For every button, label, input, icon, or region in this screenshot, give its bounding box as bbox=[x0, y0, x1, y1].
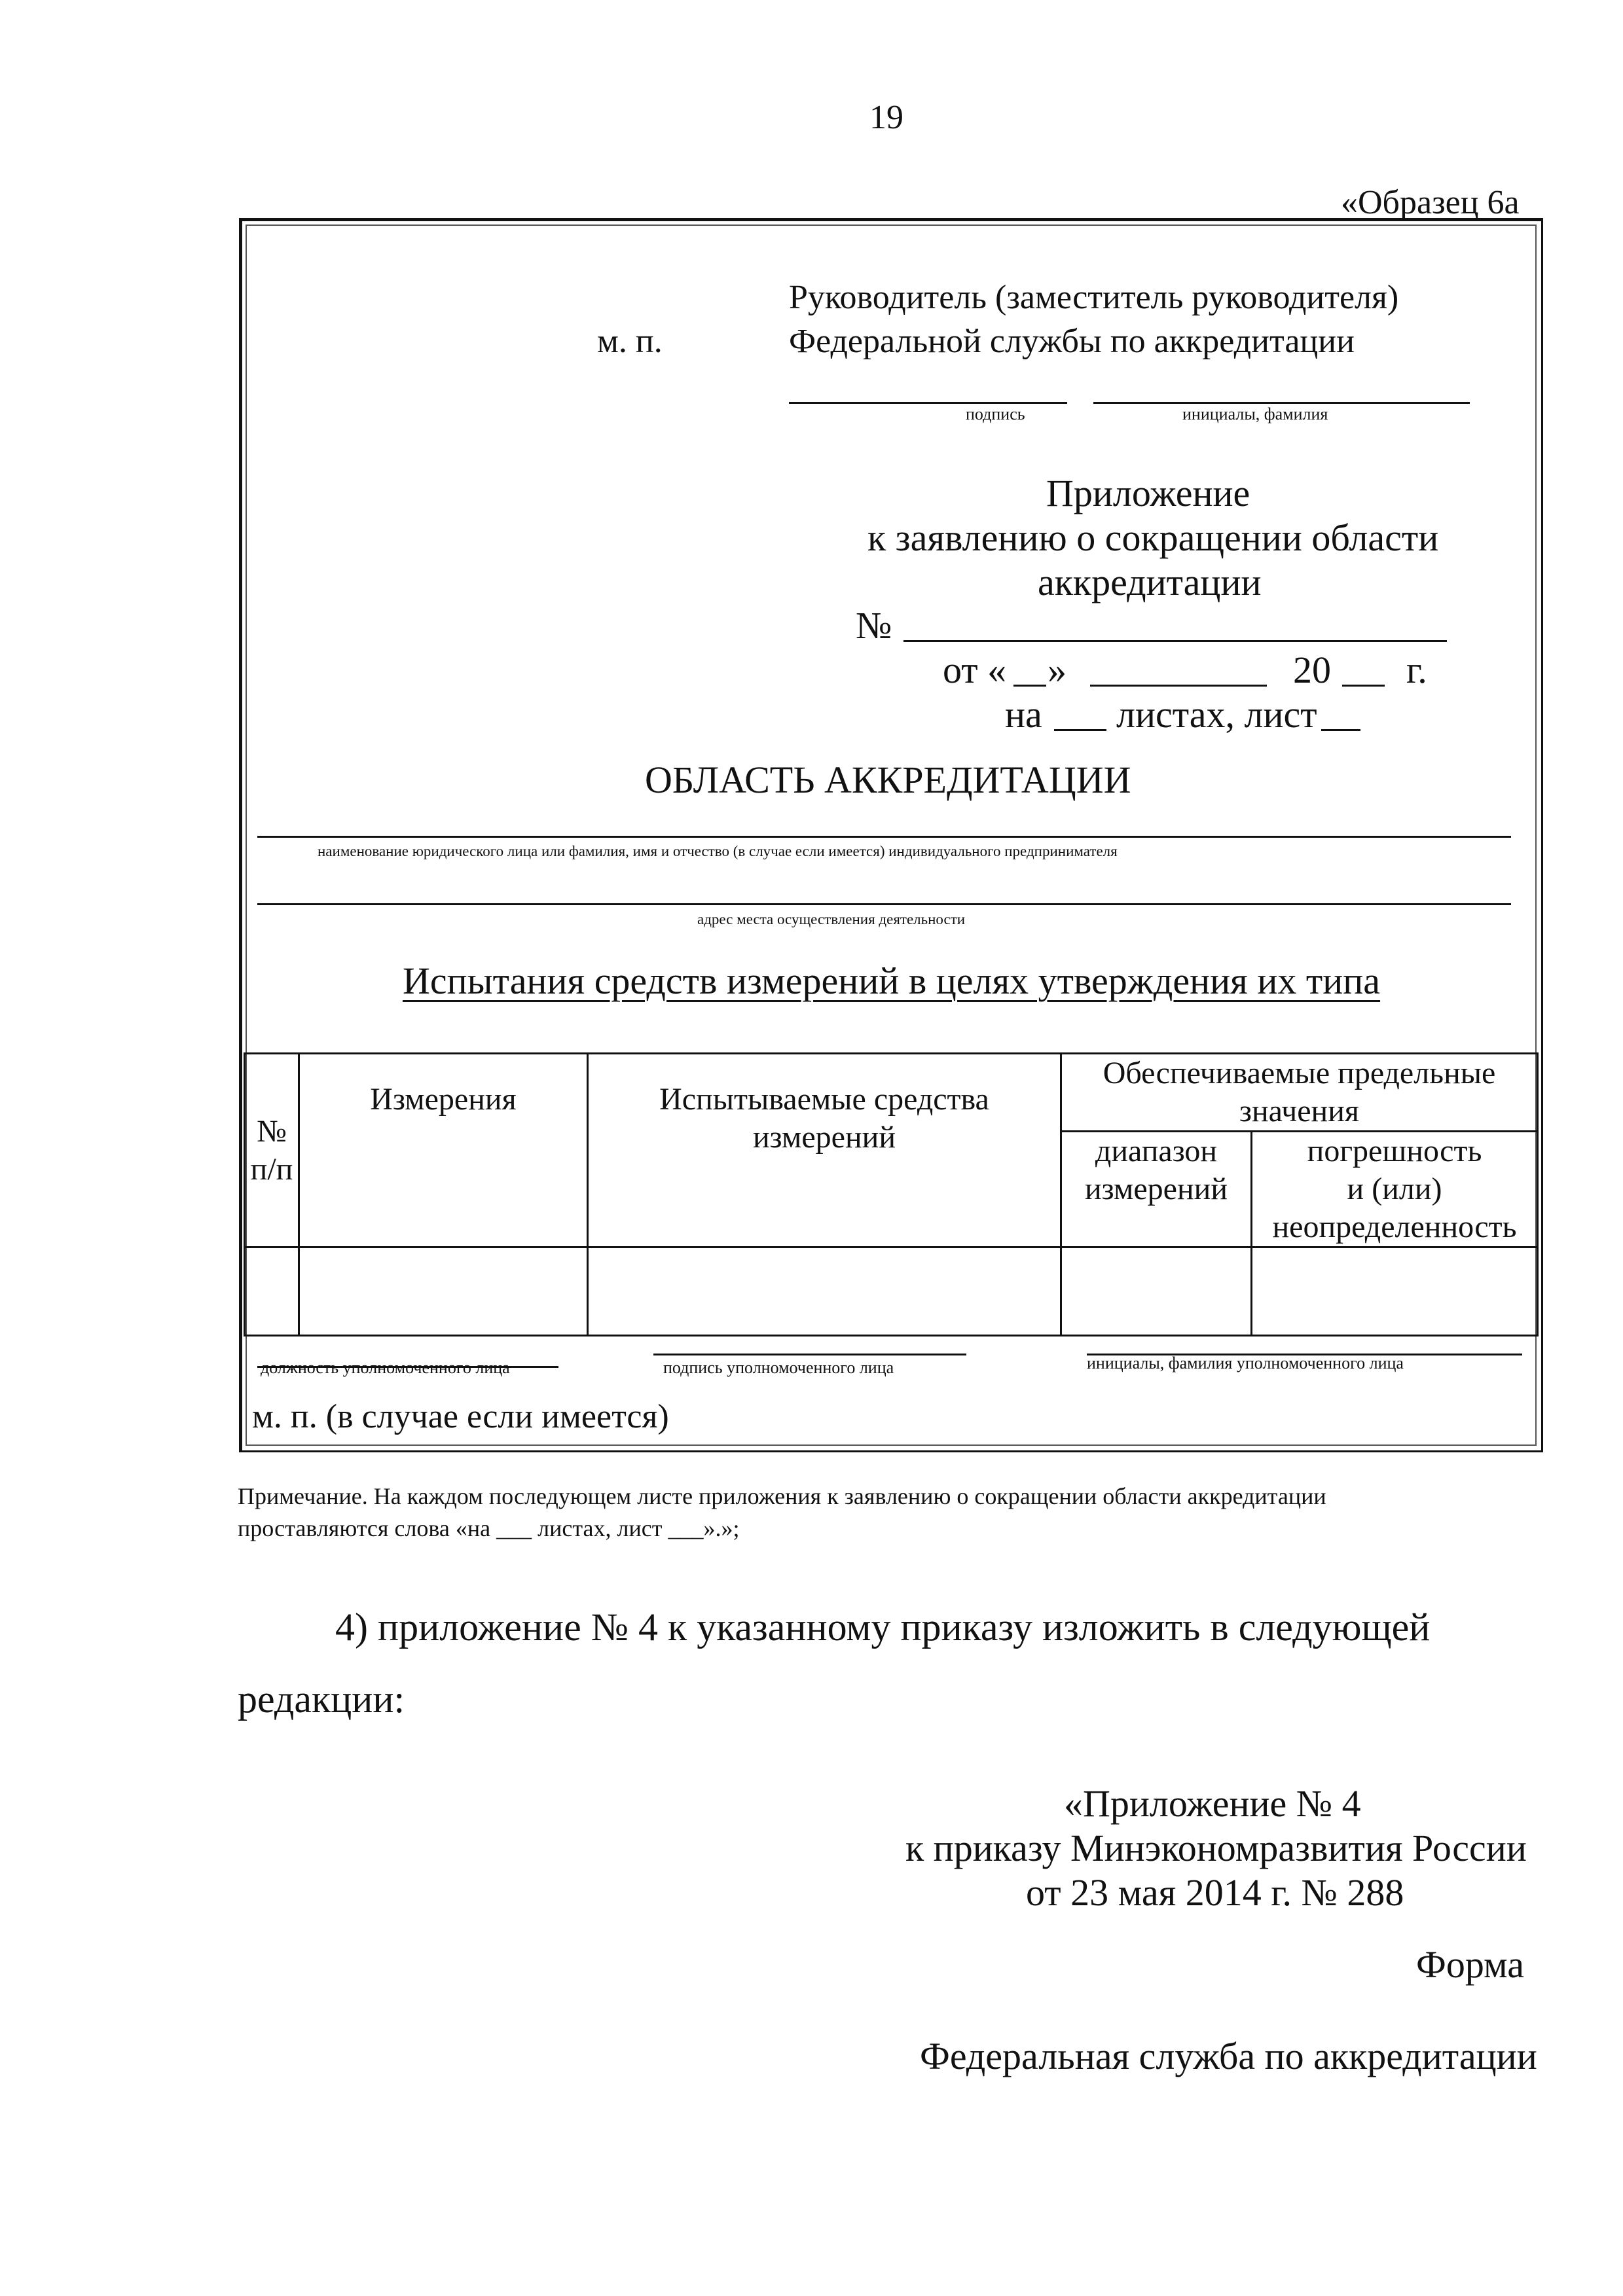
header-limits-line2: значения bbox=[1239, 1094, 1359, 1128]
caption-auth-initials: инициалы, фамилия уполномоченного лица bbox=[1087, 1354, 1404, 1372]
sheets-count-line bbox=[1054, 729, 1106, 731]
head-title-line2: Федеральной службы по аккредитации bbox=[789, 323, 1355, 360]
header-range-line2: измерений bbox=[1084, 1172, 1228, 1206]
table-header-number bbox=[245, 1054, 299, 1247]
header-instruments-line2: измерений bbox=[752, 1120, 896, 1155]
appendix4-line3: от 23 мая 2014 г. № 288 bbox=[1026, 1871, 1404, 1914]
header-error-line1: погрешность bbox=[1307, 1134, 1482, 1168]
number-line bbox=[903, 640, 1447, 642]
date-day-line bbox=[1013, 685, 1046, 687]
item4-line1: 4) приложение № 4 к указанному приказу изложить в следующей bbox=[335, 1605, 1431, 1649]
header-error-line2: и (или) bbox=[1347, 1172, 1442, 1206]
stamp-optional: м. п. (в случае если имеется) bbox=[252, 1398, 669, 1435]
table-header-limits bbox=[1061, 1054, 1538, 1132]
table-header-range bbox=[1061, 1132, 1252, 1247]
page-number: 19 bbox=[869, 99, 903, 136]
header-number-line1: № bbox=[257, 1113, 287, 1149]
appendix4-line2: к приказу Минэкономразвития России bbox=[905, 1827, 1527, 1869]
table-header-instruments bbox=[588, 1054, 1061, 1247]
sheets-text: листах, лист bbox=[1116, 693, 1317, 736]
date-quote-close: » bbox=[1048, 649, 1067, 691]
table-cell-range[interactable] bbox=[1061, 1247, 1252, 1336]
sample-label: «Образец 6а bbox=[1341, 184, 1520, 221]
note-line1: Примечание. На каждом последующем листе приложения к заявлению о сокращении области аккредитации bbox=[238, 1483, 1326, 1509]
table-cell-instruments[interactable] bbox=[588, 1247, 1061, 1336]
appendix4-line1: «Приложение № 4 bbox=[1064, 1782, 1361, 1825]
form-label: Форма bbox=[1416, 1943, 1524, 1986]
signature-line bbox=[789, 402, 1067, 404]
table-header-error bbox=[1252, 1132, 1538, 1247]
head-title-line1: Руководитель (заместитель руководителя) bbox=[789, 279, 1399, 316]
appendix-line2: к заявлению о сокращении области bbox=[867, 516, 1439, 559]
date-year-line bbox=[1342, 685, 1385, 687]
sheets-on: на bbox=[1005, 693, 1042, 736]
date-month-line bbox=[1090, 685, 1267, 687]
caption-initials: инициалы, фамилия bbox=[1182, 404, 1328, 423]
auth-signature-line bbox=[653, 1354, 966, 1355]
address-line bbox=[257, 903, 1511, 905]
caption-entity: наименование юридического лица или фамилия, имя и отчество (в случае если имеется) индивидуального предпринимателя bbox=[318, 843, 1118, 859]
caption-signature: подпись bbox=[966, 404, 1025, 423]
header-instruments-line1: Испытываемые средства bbox=[659, 1082, 989, 1117]
number-sign: № bbox=[856, 604, 892, 647]
sheet-number-line bbox=[1321, 729, 1360, 731]
date-year-prefix: 20 bbox=[1293, 649, 1331, 691]
date-year-suffix: г. bbox=[1406, 649, 1427, 691]
header-range-line1: диапазон bbox=[1095, 1134, 1218, 1168]
caption-position: должность уполномоченного лица bbox=[261, 1358, 510, 1377]
header-measurements-label: Измерения bbox=[370, 1082, 517, 1117]
item4-line2: редакции: bbox=[238, 1677, 405, 1721]
scope-table bbox=[244, 1052, 1539, 1336]
table-cell-number[interactable] bbox=[245, 1247, 299, 1336]
stamp-mark: м. п. bbox=[597, 323, 663, 360]
date-from: от « bbox=[943, 649, 1007, 691]
header-number-line2: п/п bbox=[250, 1151, 293, 1187]
subtitle: Испытания средств измерений в целях утверждения их типа bbox=[403, 960, 1381, 1002]
appendix-title: Приложение bbox=[1046, 472, 1250, 514]
note-line2: проставляются слова «на ___ листах, лист ___».»; bbox=[238, 1515, 740, 1541]
header-limits-line1: Обеспечиваемые предельные bbox=[1103, 1056, 1496, 1090]
table-cell-error[interactable] bbox=[1252, 1247, 1538, 1336]
main-title: ОБЛАСТЬ АККРЕДИТАЦИИ bbox=[645, 759, 1131, 801]
table-row bbox=[245, 1247, 1538, 1336]
table-header-measurements bbox=[299, 1054, 588, 1247]
header-error-line3: неопределенность bbox=[1272, 1210, 1517, 1244]
agency-name: Федеральная служба по аккредитации bbox=[920, 2035, 1537, 2077]
caption-auth-signature: подпись уполномоченного лица bbox=[663, 1358, 894, 1377]
caption-address: адрес места осуществления деятельности bbox=[697, 911, 966, 927]
table-cell-measurements[interactable] bbox=[299, 1247, 588, 1336]
entity-line bbox=[257, 836, 1511, 838]
initials-line bbox=[1093, 402, 1470, 404]
appendix-line3: аккредитации bbox=[1038, 561, 1262, 603]
